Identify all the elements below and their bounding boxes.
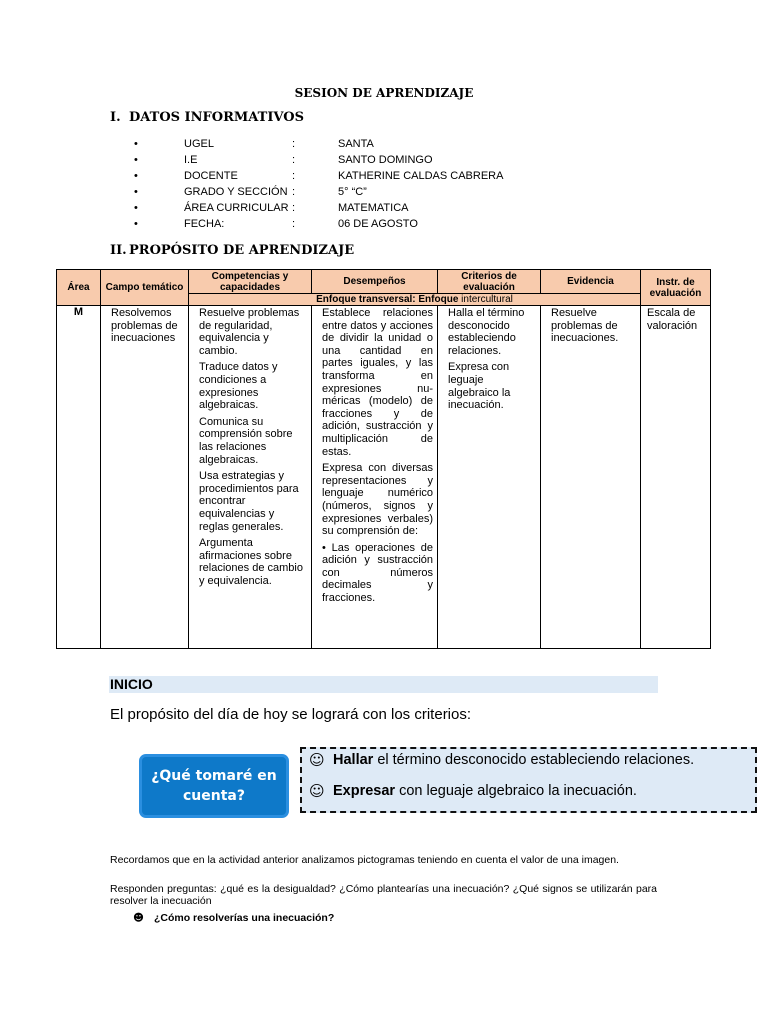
- header-campo: Campo temático: [100, 269, 189, 306]
- section-title: DATOS INFORMATIVOS: [129, 110, 304, 125]
- cell-area: M: [56, 305, 101, 649]
- document-title: SESION DE APRENDIZAJE: [294, 86, 474, 100]
- info-colon: :: [292, 138, 296, 150]
- bullet-icon: •: [134, 202, 138, 214]
- section-datos-informativos: [110, 110, 304, 125]
- info-value: SANTO DOMINGO: [338, 154, 433, 166]
- header-criterios: Criterios de evaluación: [437, 269, 541, 294]
- info-label: ÁREA CURRICULAR: [184, 202, 289, 214]
- info-value: SANTA: [338, 138, 374, 150]
- section-title: PROPÓSITO DE APRENDIZAJE: [129, 243, 355, 258]
- criteria-item-expresar: [309, 782, 637, 800]
- inicio-heading: INICIO: [110, 676, 153, 692]
- info-colon: :: [292, 218, 296, 230]
- header-instr: Instr. de evaluación: [640, 269, 711, 306]
- criteria-text: el término desconocido estableciendo relaciones.: [373, 752, 695, 768]
- paragraph-responden: [110, 883, 657, 907]
- header-evidencia: Evidencia: [540, 269, 641, 294]
- purpose-text: El propósito del día de hoy se logrará con los criterios:: [110, 706, 472, 723]
- enfoque-label: Enfoque transversal: Enfoque: [316, 294, 459, 305]
- bullet-icon: •: [134, 170, 138, 182]
- question-item: [133, 912, 334, 924]
- smiley-filled-icon: ☻: [133, 912, 144, 924]
- smiley-icon: ☺: [309, 751, 325, 769]
- info-label: UGEL: [184, 138, 214, 150]
- info-colon: :: [292, 154, 296, 166]
- bullet-icon: •: [134, 186, 138, 198]
- section-proposito: [110, 243, 354, 258]
- info-colon: :: [292, 202, 296, 214]
- info-value: 5° “C”: [338, 186, 367, 198]
- info-value: MATEMATICA: [338, 202, 409, 214]
- cell-competencias: [188, 305, 312, 649]
- inicio-heading-bar: [109, 676, 658, 693]
- info-label: GRADO Y SECCIÓN: [184, 186, 288, 198]
- criterio-item: Expresa con leguaje algebraico la inecuación.: [448, 361, 511, 412]
- cell-criterios: [437, 305, 541, 649]
- criteria-text: con leguaje algebraico la inecuación.: [395, 783, 637, 799]
- criteria-verb: Hallar: [333, 752, 374, 768]
- paragraph-recordamos: [110, 854, 657, 866]
- criteria-verb: Expresar: [333, 783, 396, 799]
- bullet-icon: •: [134, 154, 138, 166]
- paragraph-text: Responden preguntas: ¿qué es la desigualdad? ¿Cómo plantearías una inecuación? ¿Qué signos se utilizarán para resolver la inecuación: [110, 883, 657, 907]
- cell-campo: Resolvemos problemas de inecuaciones: [100, 305, 189, 649]
- info-label: DOCENTE: [184, 170, 238, 182]
- criteria-box: [300, 747, 757, 813]
- competencia-item: Argumenta afirmaciones sobre relaciones de cambio y equivalencia.: [199, 537, 303, 587]
- bullet-icon: •: [134, 138, 138, 150]
- info-colon: :: [292, 186, 296, 198]
- header-desempenos: Desempeños: [311, 269, 438, 294]
- section-number: I.: [110, 110, 121, 125]
- cell-evidencia: Resuelve problemas de inecuaciones.: [540, 305, 641, 649]
- learning-purpose-table: [56, 269, 711, 649]
- competencia-item: Usa estrategias y procedimientos para encontrar equivalencias y reglas generales.: [199, 470, 299, 533]
- info-label: FECHA:: [184, 218, 225, 230]
- criterio-item: Halla el término desconocido estableciendo relaciones.: [448, 307, 525, 357]
- header-area: Área: [56, 269, 101, 306]
- section-number: II.: [110, 243, 127, 258]
- que-tomare-en-cuenta-callout: ¿Qué tomaré en cuenta?: [139, 754, 289, 818]
- competencia-item: Traduce datos y condiciones a expresiones algebraicas.: [199, 361, 278, 412]
- smiley-icon: ☺: [309, 782, 325, 800]
- bullet-icon: •: [134, 218, 138, 230]
- cell-instr: Escala de valoración: [640, 305, 711, 649]
- desempeno-item: • Las operaciones de adición y sustracción con números decimales y fracciones.: [322, 541, 433, 605]
- desempeno-item: Establece relaciones entre datos y acciones de dividir la unidad o una cantidad en partes iguales, y las transforma en expresiones nu-méricas (modelo) de fracciones y de adición, sustracción y multiplicación de estas.: [322, 307, 433, 458]
- enfoque-value: intercultural: [458, 294, 513, 305]
- cell-desempenos: [311, 305, 438, 649]
- desempeno-item: Expresa con diversas representaciones y lenguaje numérico (números, signos y expresiones verbales) su comprensión de:: [322, 462, 433, 538]
- competencia-item: Comunica su comprensión sobre las relaciones algebraicas.: [199, 415, 293, 466]
- info-value: KATHERINE CALDAS CABRERA: [338, 170, 504, 182]
- criteria-item-hallar: [309, 751, 695, 769]
- info-label: I.E: [184, 154, 198, 166]
- competencia-item: Resuelve problemas de regularidad, equivalencia y cambio.: [199, 307, 300, 357]
- paragraph-text: Recordamos que en la actividad anterior analizamos pictogramas teniendo en cuenta el valor de una imagen.: [110, 854, 619, 866]
- question-text: ¿Cómo resolverías una inecuación?: [153, 912, 335, 924]
- header-competencias: Competencias y capacidades: [188, 269, 312, 294]
- info-colon: :: [292, 170, 296, 182]
- info-value: 06 DE AGOSTO: [338, 218, 418, 230]
